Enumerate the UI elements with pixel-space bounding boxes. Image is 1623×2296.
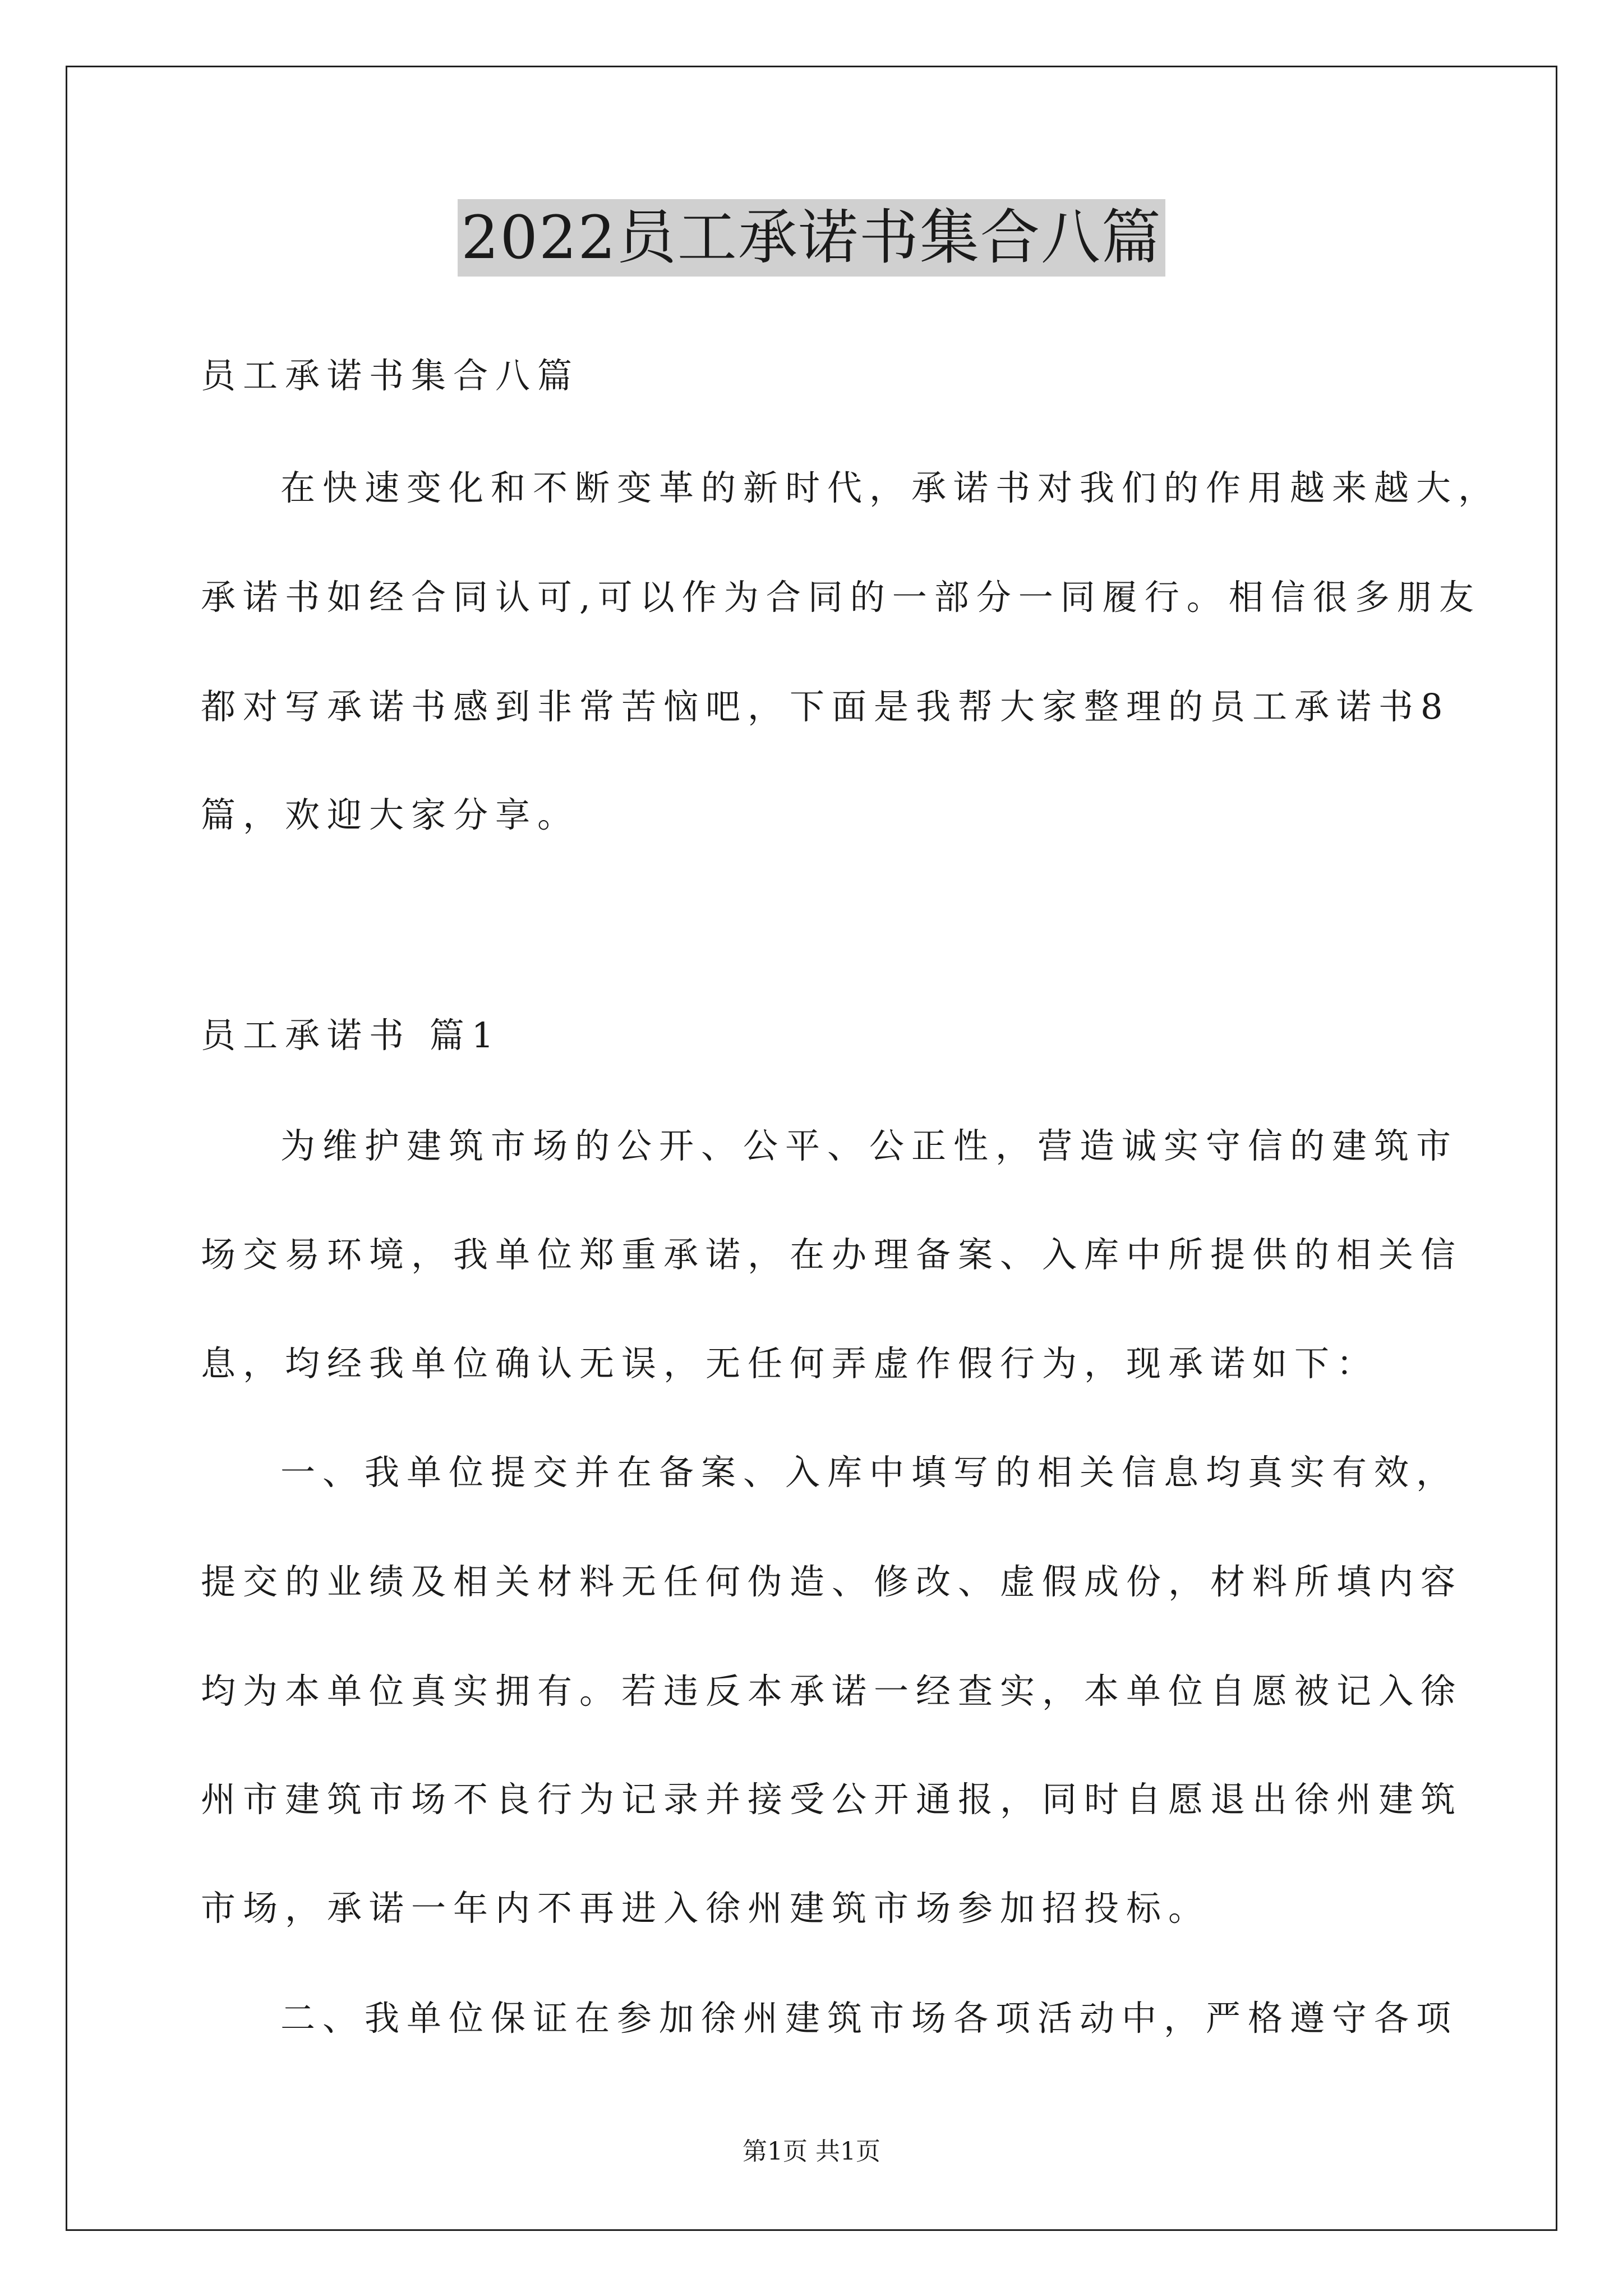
intro-line-4: 篇，欢迎大家分享。 <box>201 794 580 835</box>
body-line-3: 息，均经我单位确认无误，无任何弄虚作假行为，现承诺如下： <box>201 1343 1379 1384</box>
body-line-2: 场交易环境，我单位郑重承诺，在办理备案、入库中所提供的相关信 <box>201 1234 1463 1275</box>
body-line-4: 一、我单位提交并在备案、入库中填写的相关信息均真实有效， <box>280 1452 1459 1493</box>
page-footer: 第1页 共1页 <box>743 2137 880 2166</box>
section-heading: 员工承诺书 篇1 <box>201 1015 501 1056</box>
body-line-7: 州市建筑市场不良行为记录并接受公开通报，同时自愿退出徐州建筑 <box>201 1779 1463 1820</box>
body-line-9: 二、我单位保证在参加徐州建筑市场各项活动中，严格遵守各项 <box>280 1998 1459 2039</box>
intro-line-1: 在快速变化和不断变革的新时代，承诺书对我们的作用越来越大， <box>280 467 1501 508</box>
document-title: 2022员工承诺书集合八篇 <box>458 199 1165 277</box>
body-line-5: 提交的业绩及相关材料无任何伪造、修改、虚假成份，材料所填内容 <box>201 1561 1463 1602</box>
intro-line-3: 都对写承诺书感到非常苦恼吧，下面是我帮大家整理的员工承诺书8 <box>201 686 1450 727</box>
title-wrapper <box>0 199 1623 277</box>
body-line-6: 均为本单位真实拥有。若违反本承诺一经查实，本单位自愿被记入徐 <box>201 1671 1463 1711</box>
body-line-8: 市场，承诺一年内不再进入徐州建筑市场参加招投标。 <box>201 1888 1211 1929</box>
body-line-1: 为维护建筑市场的公开、公平、公正性，营造诚实守信的建筑市 <box>280 1125 1459 1166</box>
document-subtitle: 员工承诺书集合八篇 <box>201 355 580 396</box>
intro-line-2: 承诺书如经合同认可,可以作为合同的一部分一同履行。相信很多朋友 <box>201 577 1481 618</box>
